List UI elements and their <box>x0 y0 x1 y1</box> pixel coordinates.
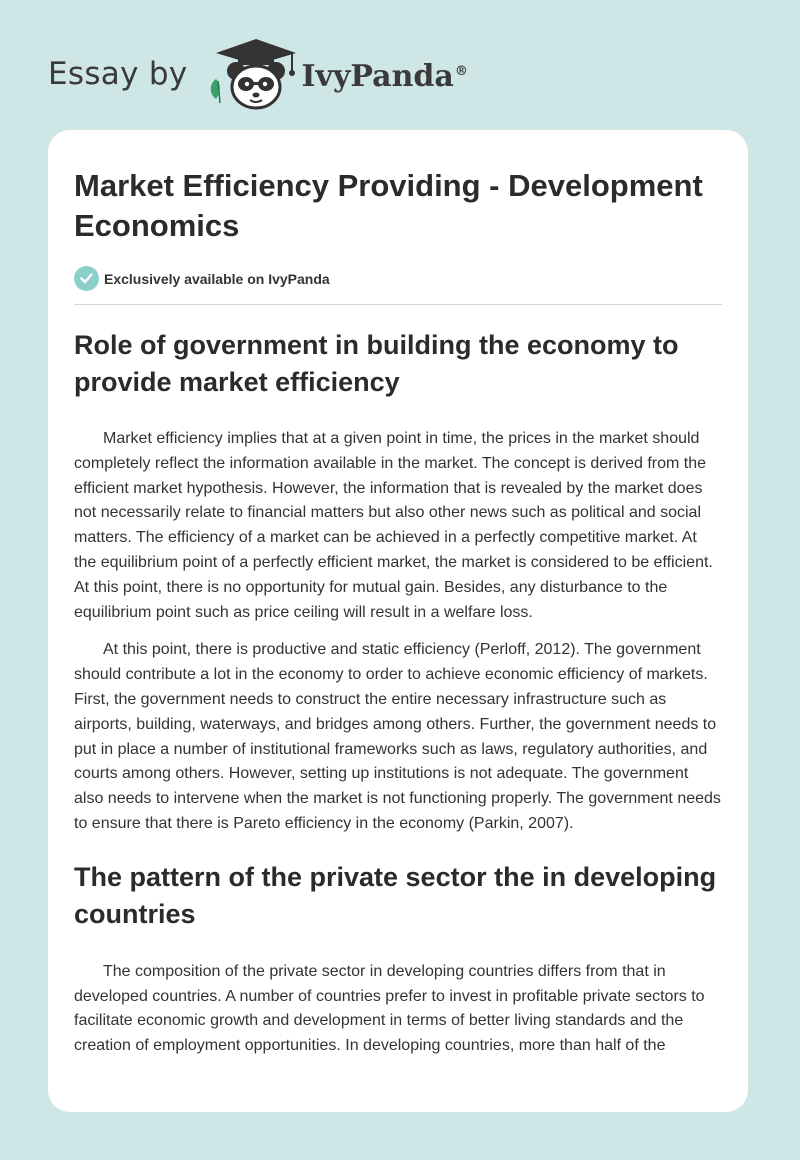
site-header <box>48 34 468 114</box>
exclusive-badge <box>74 266 722 291</box>
panda-graduate-logo-icon[interactable] <box>204 37 300 111</box>
registered-mark: ® <box>454 63 468 79</box>
section-heading-government-role: Role of government in building the economy to provide market efficiency <box>74 330 679 397</box>
check-circle-icon <box>74 266 99 291</box>
article-title: Market Efficiency Providing - Development Economics <box>74 168 703 243</box>
paragraph: The composition of the private sector in developing countries differs from that in developed countries. A number of countries prefer to invest in profitable private sectors to facilitate economic growth and development in terms of better living standards and the creation of employment opportunities. In developing countries, more than half of the <box>74 962 705 1055</box>
title-divider <box>74 304 722 305</box>
paragraph: Market efficiency implies that at a given point in time, the prices in the market should completely reflect the information available in the market. The concept is derived from the efficient market hypothesis. However, the information that is revealed by the market does not necessarily relate to financial matters but also other news such as political and social matters. The efficiency of a market can be achieved in a perfectly competitive market. At the equilibrium point of a perfectly efficient market, the market is considered to be efficient. At this point, there is no opportunity for mutual gain. Besides, any disturbance to the equilibrium point such as price ceiling will result in a welfare loss. <box>74 430 713 621</box>
section-heading-private-sector: The pattern of the private sector the in developing countries <box>74 861 717 929</box>
exclusive-badge-text: Exclusively available on IvyPanda <box>104 270 330 287</box>
article-content <box>48 130 748 1059</box>
article-card <box>48 130 748 1112</box>
essay-by-label: Essay by <box>48 56 188 92</box>
brand-name-text: IvyPanda <box>301 58 454 94</box>
brand-name[interactable] <box>302 59 468 94</box>
paragraph: At this point, there is productive and static efficiency (Perloff, 2012). The government should contribute a lot in the economy to order to achieve economic efficiency of markets. First, the government needs to construct the entire necessary infrastructure such as airports, building, waterways, and bridges among others. Further, the government needs to put in place a number of institutional frameworks such as laws, regulatory authorities, and courts among others. However, setting up institutions is not adequate. The government also needs to intervene when the market is not functioning properly. The government needs to ensure that there is Pareto efficiency in the economy (Parkin, 2007). <box>74 641 721 832</box>
